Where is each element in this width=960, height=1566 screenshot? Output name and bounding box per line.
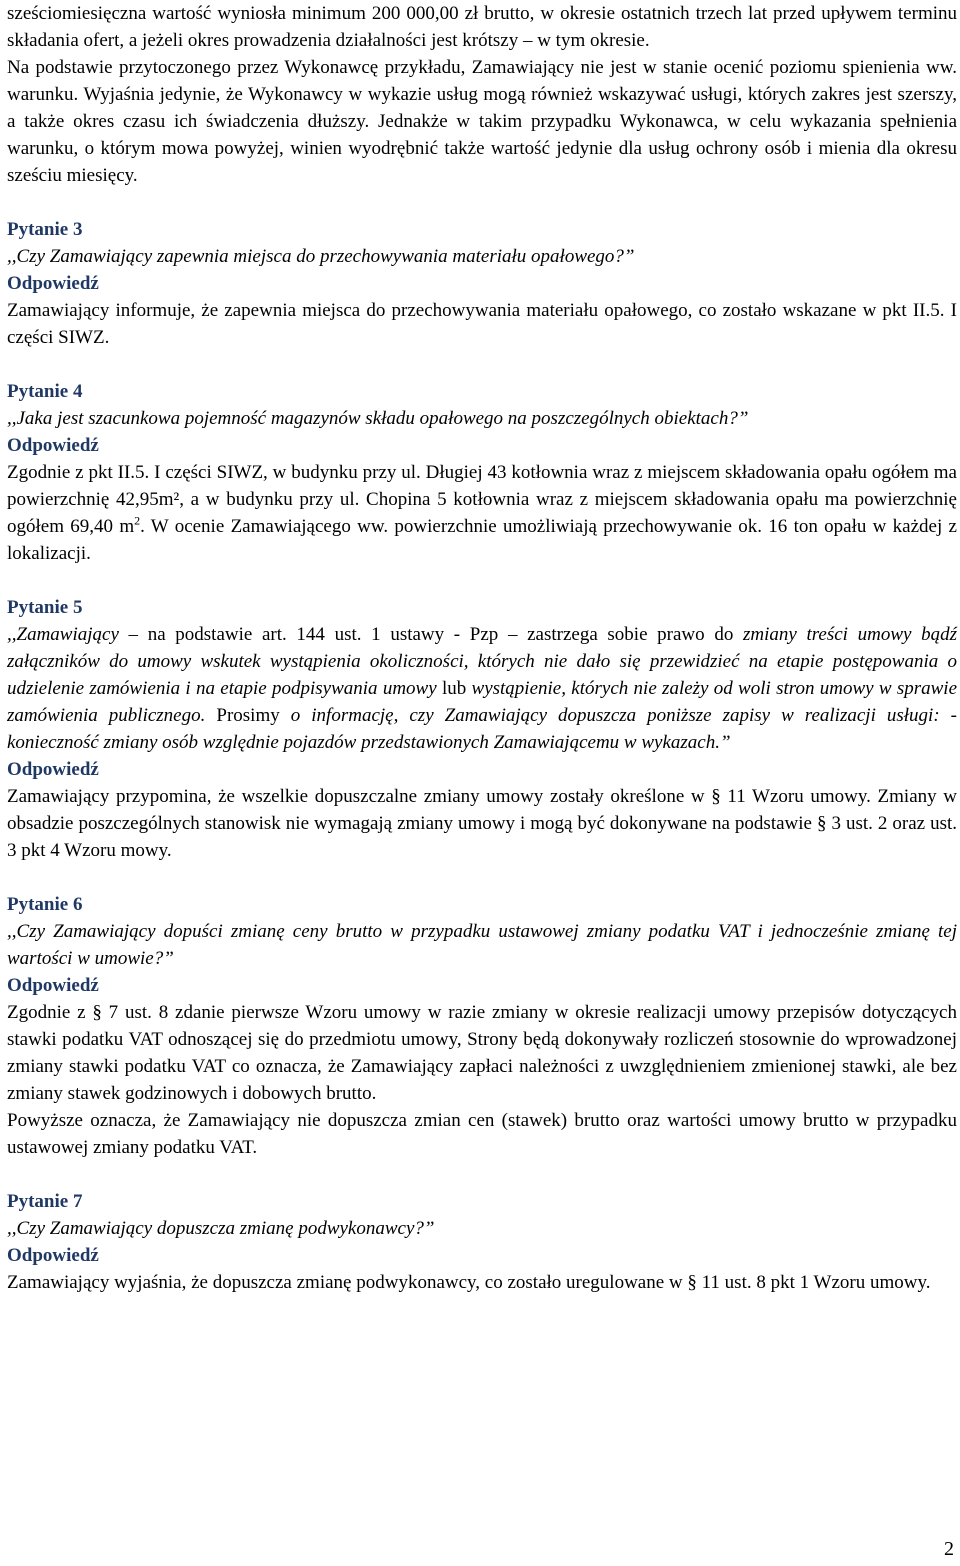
question-6-heading: Pytanie 6 <box>7 894 83 915</box>
question-4-text: ,,Jaka jest szacunkowa pojemność magazynów składu opałowego na poszczególnych obiektach?” <box>7 408 749 429</box>
question-5-normal-2: lub <box>436 678 472 699</box>
question-3-section <box>7 216 957 351</box>
question-5-heading: Pytanie 5 <box>7 597 83 618</box>
question-6-answer-2: Powyższe oznacza, że Zamawiający nie dopuszcza zmian cen (stawek) brutto oraz wartości umowy brutto w przypadku ustawowej zmiany podatku VAT. <box>7 1110 957 1158</box>
question-4-answer <box>7 459 957 567</box>
intro-paragraph-2: Na podstawie przytoczonego przez Wykonawcę przykładu, Zamawiający nie jest w stanie ocenić poziomu spienienia ww. warunku. Wyjaśnia jedynie, że Wykonawcy w wykazie usług mogą również wskazywać usługi, których zakres jest szerszy, a także okres czasu ich świadczenia dłuższy. Jednakże w takim przypadku Wykonawca, w celu wykazania spełnienia warunku, o którym mowa powyżej, winien wyodrębnić także wartość jedynie dla usług ochrony osób i mienia dla okresu sześciu miesięcy. <box>7 57 957 186</box>
question-3-answer: Zamawiający informuje, że zapewnia miejsca do przechowywania materiału opałowego, co zostało wskazane w pkt II.5. I części SIWZ. <box>7 300 957 348</box>
intro-paragraph-1: sześciomiesięczna wartość wyniosła minimum 200 000,00 zł brutto, w okresie ostatnich trzech lat przed upływem terminu składania ofert, a jeżeli okres prowadzenia działalności jest krótszy – w tym okresie. <box>7 3 957 51</box>
question-4-heading: Pytanie 4 <box>7 381 83 402</box>
question-4-section <box>7 378 957 567</box>
question-4-answer-part-2: . W ocenie Zamawiającego ww. powierzchnie umożliwiają przechowywanie ok. 16 ton opału w każdej z lokalizacji. <box>7 516 957 564</box>
question-7-answer-label: Odpowiedź <box>7 1245 99 1266</box>
question-7-heading: Pytanie 7 <box>7 1191 83 1212</box>
question-5-answer-label: Odpowiedź <box>7 759 99 780</box>
question-5-normal-3: Prosimy <box>205 705 291 726</box>
question-4-answer-part-1: Zgodnie z pkt II.5. I części SIWZ, w budynku przy ul. Długiej 43 kotłownia wraz z miejscem składowania opału ogółem ma powierzchnię 42,95m², a w budynku przy ul. Chopina 5 kotłownia wraz z miejscem składowania opału ma powierzchnię ogółem 69,40 m <box>7 462 957 537</box>
question-7-section <box>7 1188 957 1296</box>
question-3-heading: Pytanie 3 <box>7 219 83 240</box>
question-5-open-quote: ,, <box>7 624 17 645</box>
question-6-answer: Zgodnie z § 7 ust. 8 zdanie pierwsze Wzoru umowy w razie zmiany w okresie realizacji umowy przepisów dotyczących stawki podatku VAT odnoszącej się do przedmiotu umowy, Strony będą dokonywały rozliczeń stosownie do wprowadzonej zmiany stawki podatku VAT co oznacza, że Zamawiający zapłaci należności z uwzględnieniem zmienionej stawki, ale bez zmiany stawek godzinowych i dobowych brutto. <box>7 1002 957 1104</box>
question-3-text: ,,Czy Zamawiający zapewnia miejsca do przechowywania materiału opałowego?” <box>7 246 635 267</box>
question-5-italic-4: o informację, czy Zamawiający dopuszcza poniższe zapisy w realizacji usługi: - konieczność zmiany osób względnie pojazdów przedstawionych Zamawiającemu w wykazach.” <box>7 705 957 753</box>
question-6-section <box>7 891 957 1161</box>
question-6-text: ,,Czy Zamawiający dopuści zmianę ceny brutto w przypadku ustawowej zmiany podatku VAT i jednocześnie zmianę tej wartości w umowie?” <box>7 921 957 969</box>
question-3-answer-label: Odpowiedź <box>7 273 99 294</box>
question-5-italic-3: wystąpienie, których nie zależy od woli stron umowy w sprawie zamówienia publicznego. <box>7 678 957 726</box>
question-5-answer: Zamawiający przypomina, że wszelkie dopuszczalne zmiany umowy zostały określone w § 11 Wzoru umowy. Zmiany w obsadzie poszczególnych stanowisk nie wymagają zmiany umowy i mogą być dokonywane na podstawie § 3 ust. 2 oraz ust. 3 pkt 4 Wzoru mowy. <box>7 786 957 861</box>
document-page <box>7 0 957 1296</box>
question-6-answer-label: Odpowiedź <box>7 975 99 996</box>
question-5-normal-1: – na podstawie art. 144 ust. 1 ustawy - Pzp – zastrzega sobie prawo do <box>118 624 743 645</box>
question-7-answer: Zamawiający wyjaśnia, że dopuszcza zmianę podwykonawcy, co zostało uregulowane w § 11 ust. 8 pkt 1 Wzoru umowy. <box>7 1272 931 1293</box>
question-4-answer-superscript: 2 <box>134 513 141 528</box>
question-5-italic-1: Zamawiający <box>16 624 119 645</box>
page-number: 2 <box>944 1538 954 1560</box>
question-7-text: ,,Czy Zamawiający dopuszcza zmianę podwykonawcy?” <box>7 1218 435 1239</box>
question-5-section <box>7 594 957 864</box>
question-5-text <box>7 621 957 756</box>
question-5-italic-2: zmiany treści umowy bądź załączników do umowy wskutek wystąpienia okoliczności, których nie dało się przewidzieć na etapie postępowania o udzielenie zamówienia i na etapie podpisywania umowy <box>7 624 957 699</box>
question-4-answer-label: Odpowiedź <box>7 435 99 456</box>
